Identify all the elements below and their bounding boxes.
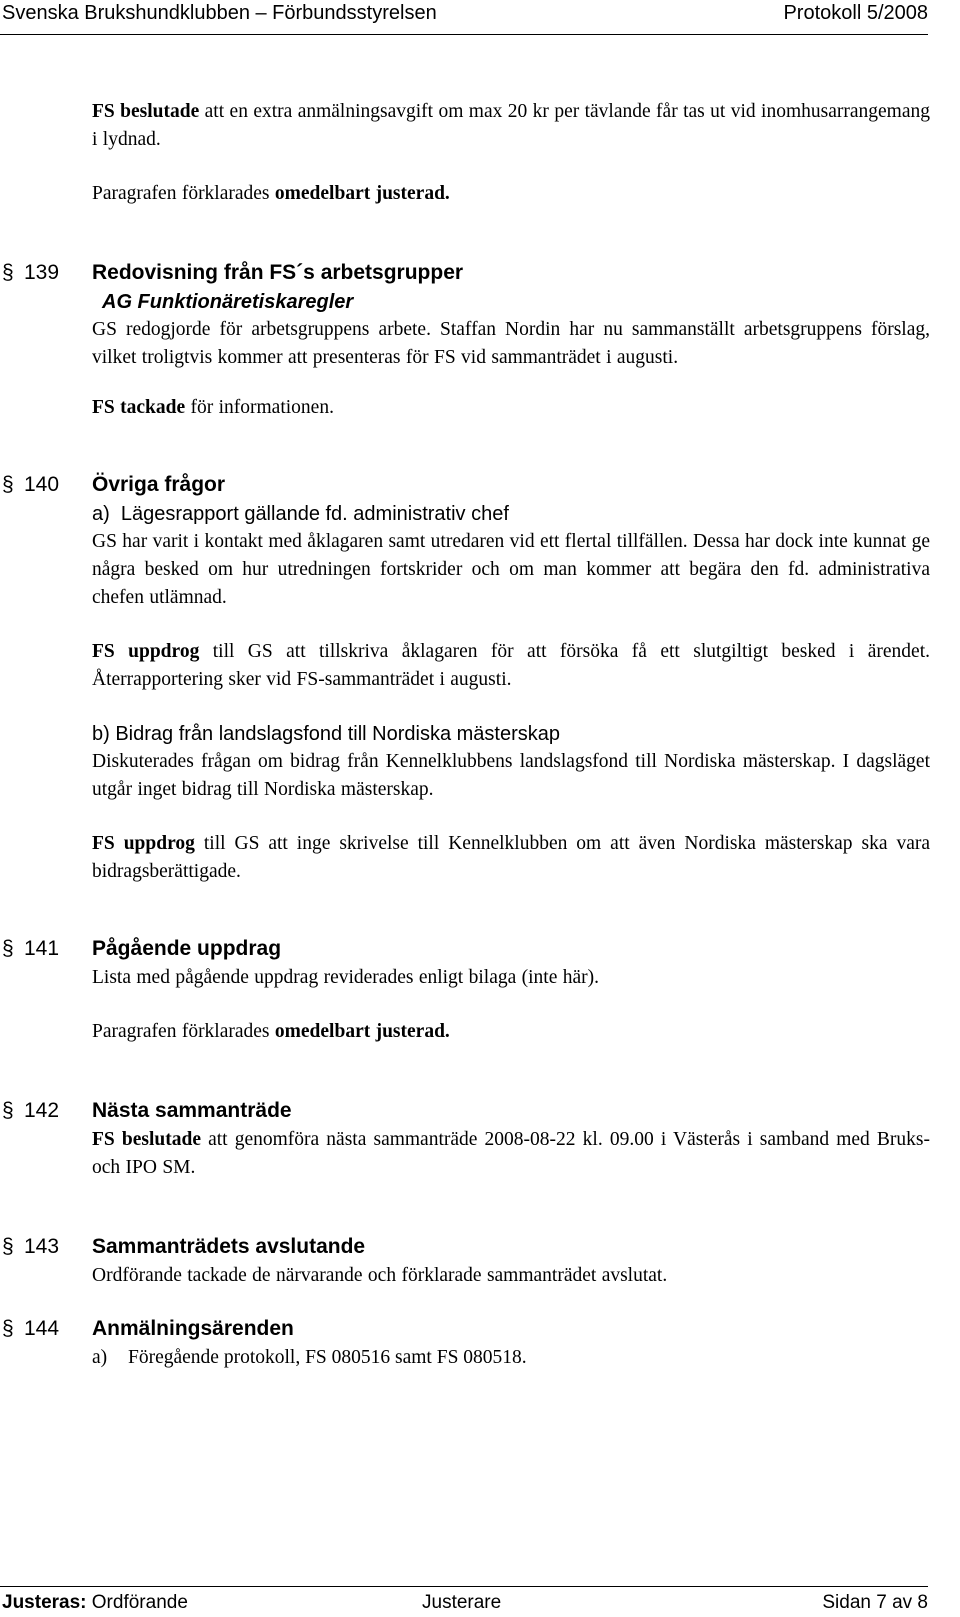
bold-label: FS uppdrog <box>92 833 195 854</box>
paragraph: Diskuterades frågan om bidrag från Kennelklubbens landslagsfond till Nordiska mästerskap. I dagsläget utgår inget bidrag till Nordiska mästerskap. <box>92 751 930 800</box>
section-number: 144 <box>24 1317 60 1340</box>
footer-label: Justeras: <box>2 1592 87 1613</box>
decision-text: att en extra anmälningsavgift om max 20 kr per tävlande får tas ut vid inomhusarrangemang i lydnad. <box>92 101 930 150</box>
section-symbol: § <box>2 1317 14 1340</box>
section-symbol: § <box>2 937 14 960</box>
list-item-label: a) <box>92 1347 108 1368</box>
section-heading <box>0 934 930 964</box>
bold-label: FS uppdrog <box>92 641 200 662</box>
bold-label: FS tackade <box>92 397 186 418</box>
section-title: Övriga frågor <box>92 473 226 496</box>
section-heading <box>0 1096 930 1126</box>
page-footer <box>0 1590 960 1616</box>
section-title: Pågående uppdrag <box>92 937 282 960</box>
page-header <box>0 0 960 34</box>
subsection-title: AG Funktionäretiskaregler <box>102 291 354 313</box>
paragraph-text: för informationen. <box>185 397 334 418</box>
list-item-text: Föregående protokoll, FS 080516 samt FS 080518. <box>128 1347 527 1368</box>
footer-chair: Ordförande <box>86 1592 188 1613</box>
section-symbol: § <box>2 261 14 284</box>
section-heading <box>0 258 930 288</box>
section-heading <box>0 1314 930 1344</box>
section-number: 142 <box>24 1099 60 1122</box>
paragraph <box>92 1126 930 1182</box>
paragraph-text: till GS att tillskriva åklagaren för att försöka få ett slutgiltigt besked i ärendet. Återrapportering sker vid FS-sammanträdet i augusti. <box>92 641 930 690</box>
section-144 <box>2 1314 930 1372</box>
header-protocol-number: Protokoll 5/2008 <box>783 2 928 24</box>
paragraph <box>92 394 930 422</box>
section-141 <box>2 934 930 1046</box>
section-139 <box>2 258 930 422</box>
footer-divider <box>0 1586 928 1587</box>
section-number: 140 <box>24 473 60 496</box>
header-divider <box>0 34 928 35</box>
section-143 <box>2 1232 930 1290</box>
justification-bold: omedelbart justerad. <box>274 183 450 204</box>
header-organization: Svenska Brukshundklubben – Förbundsstyrelsen <box>2 2 437 24</box>
section-number: 139 <box>24 261 60 284</box>
section-symbol: § <box>2 473 14 496</box>
section-heading <box>0 1232 930 1262</box>
subsection-title: a) Lägesrapport gällande fd. administrativ chef <box>92 503 509 525</box>
section-140 <box>2 470 931 886</box>
bold-label: omedelbart justerad. <box>274 1021 450 1042</box>
paragraph: Lista med pågående uppdrag reviderades enligt bilaga (inte här). <box>92 967 600 988</box>
paragraph <box>92 638 930 694</box>
section-142 <box>2 1096 930 1182</box>
paragraph-text: att genomföra nästa sammanträde 2008-08-22 kl. 09.00 i Västerås i samband med Bruks- och IPO SM. <box>92 1129 930 1178</box>
paragraph-text: Paragrafen förklarades <box>92 1021 275 1042</box>
document-body <box>2 98 931 1372</box>
section-number: 143 <box>24 1235 60 1258</box>
section-symbol: § <box>2 1099 14 1122</box>
section-title: Sammanträdets avslutande <box>92 1235 366 1258</box>
paragraph: GS redogjorde för arbetsgruppens arbete. Staffan Nordin har nu sammanställt arbetsgruppens förslag, vilket troligtvis kommer att presenteras för FS vid sammanträdet i augusti. <box>92 319 930 368</box>
section-number: 141 <box>24 937 60 960</box>
justification-text: Paragrafen förklarades <box>92 183 275 204</box>
footer-page-number: Sidan 7 av 8 <box>822 1592 928 1613</box>
intro-decision <box>92 98 930 154</box>
section-title: Anmälningsärenden <box>92 1317 294 1340</box>
subsection-title: b) Bidrag från landslagsfond till Nordiska mästerskap <box>92 723 560 745</box>
intro-justification <box>92 180 930 208</box>
bold-label: FS beslutade <box>92 1129 201 1150</box>
section-title: Nästa sammanträde <box>92 1099 292 1122</box>
paragraph <box>92 1018 930 1046</box>
section-heading <box>0 470 930 500</box>
paragraph: Ordförande tackade de närvarande och förklarade sammanträdet avslutat. <box>92 1265 668 1286</box>
section-title: Redovisning från FS´s arbetsgrupper <box>92 261 464 284</box>
paragraph-text: till GS att inge skrivelse till Kennelklubben om att även Nordiska mästerskap ska vara bidragsberättigade. <box>92 833 930 882</box>
footer-signature-chair <box>2 1592 188 1614</box>
paragraph <box>92 830 930 886</box>
section-symbol: § <box>2 1235 14 1258</box>
decision-label: FS beslutade <box>92 101 200 122</box>
list-item <box>92 1344 930 1372</box>
footer-signature-adjuster: Justerare <box>422 1592 502 1613</box>
paragraph: GS har varit i kontakt med åklagaren samt utredaren vid ett flertal tillfällen. Dessa har dock inte kunnat ge några besked om hur utredningen fortskrider och om man kommer att begära den fd. administrativa chefen utlämnad. <box>92 531 931 608</box>
